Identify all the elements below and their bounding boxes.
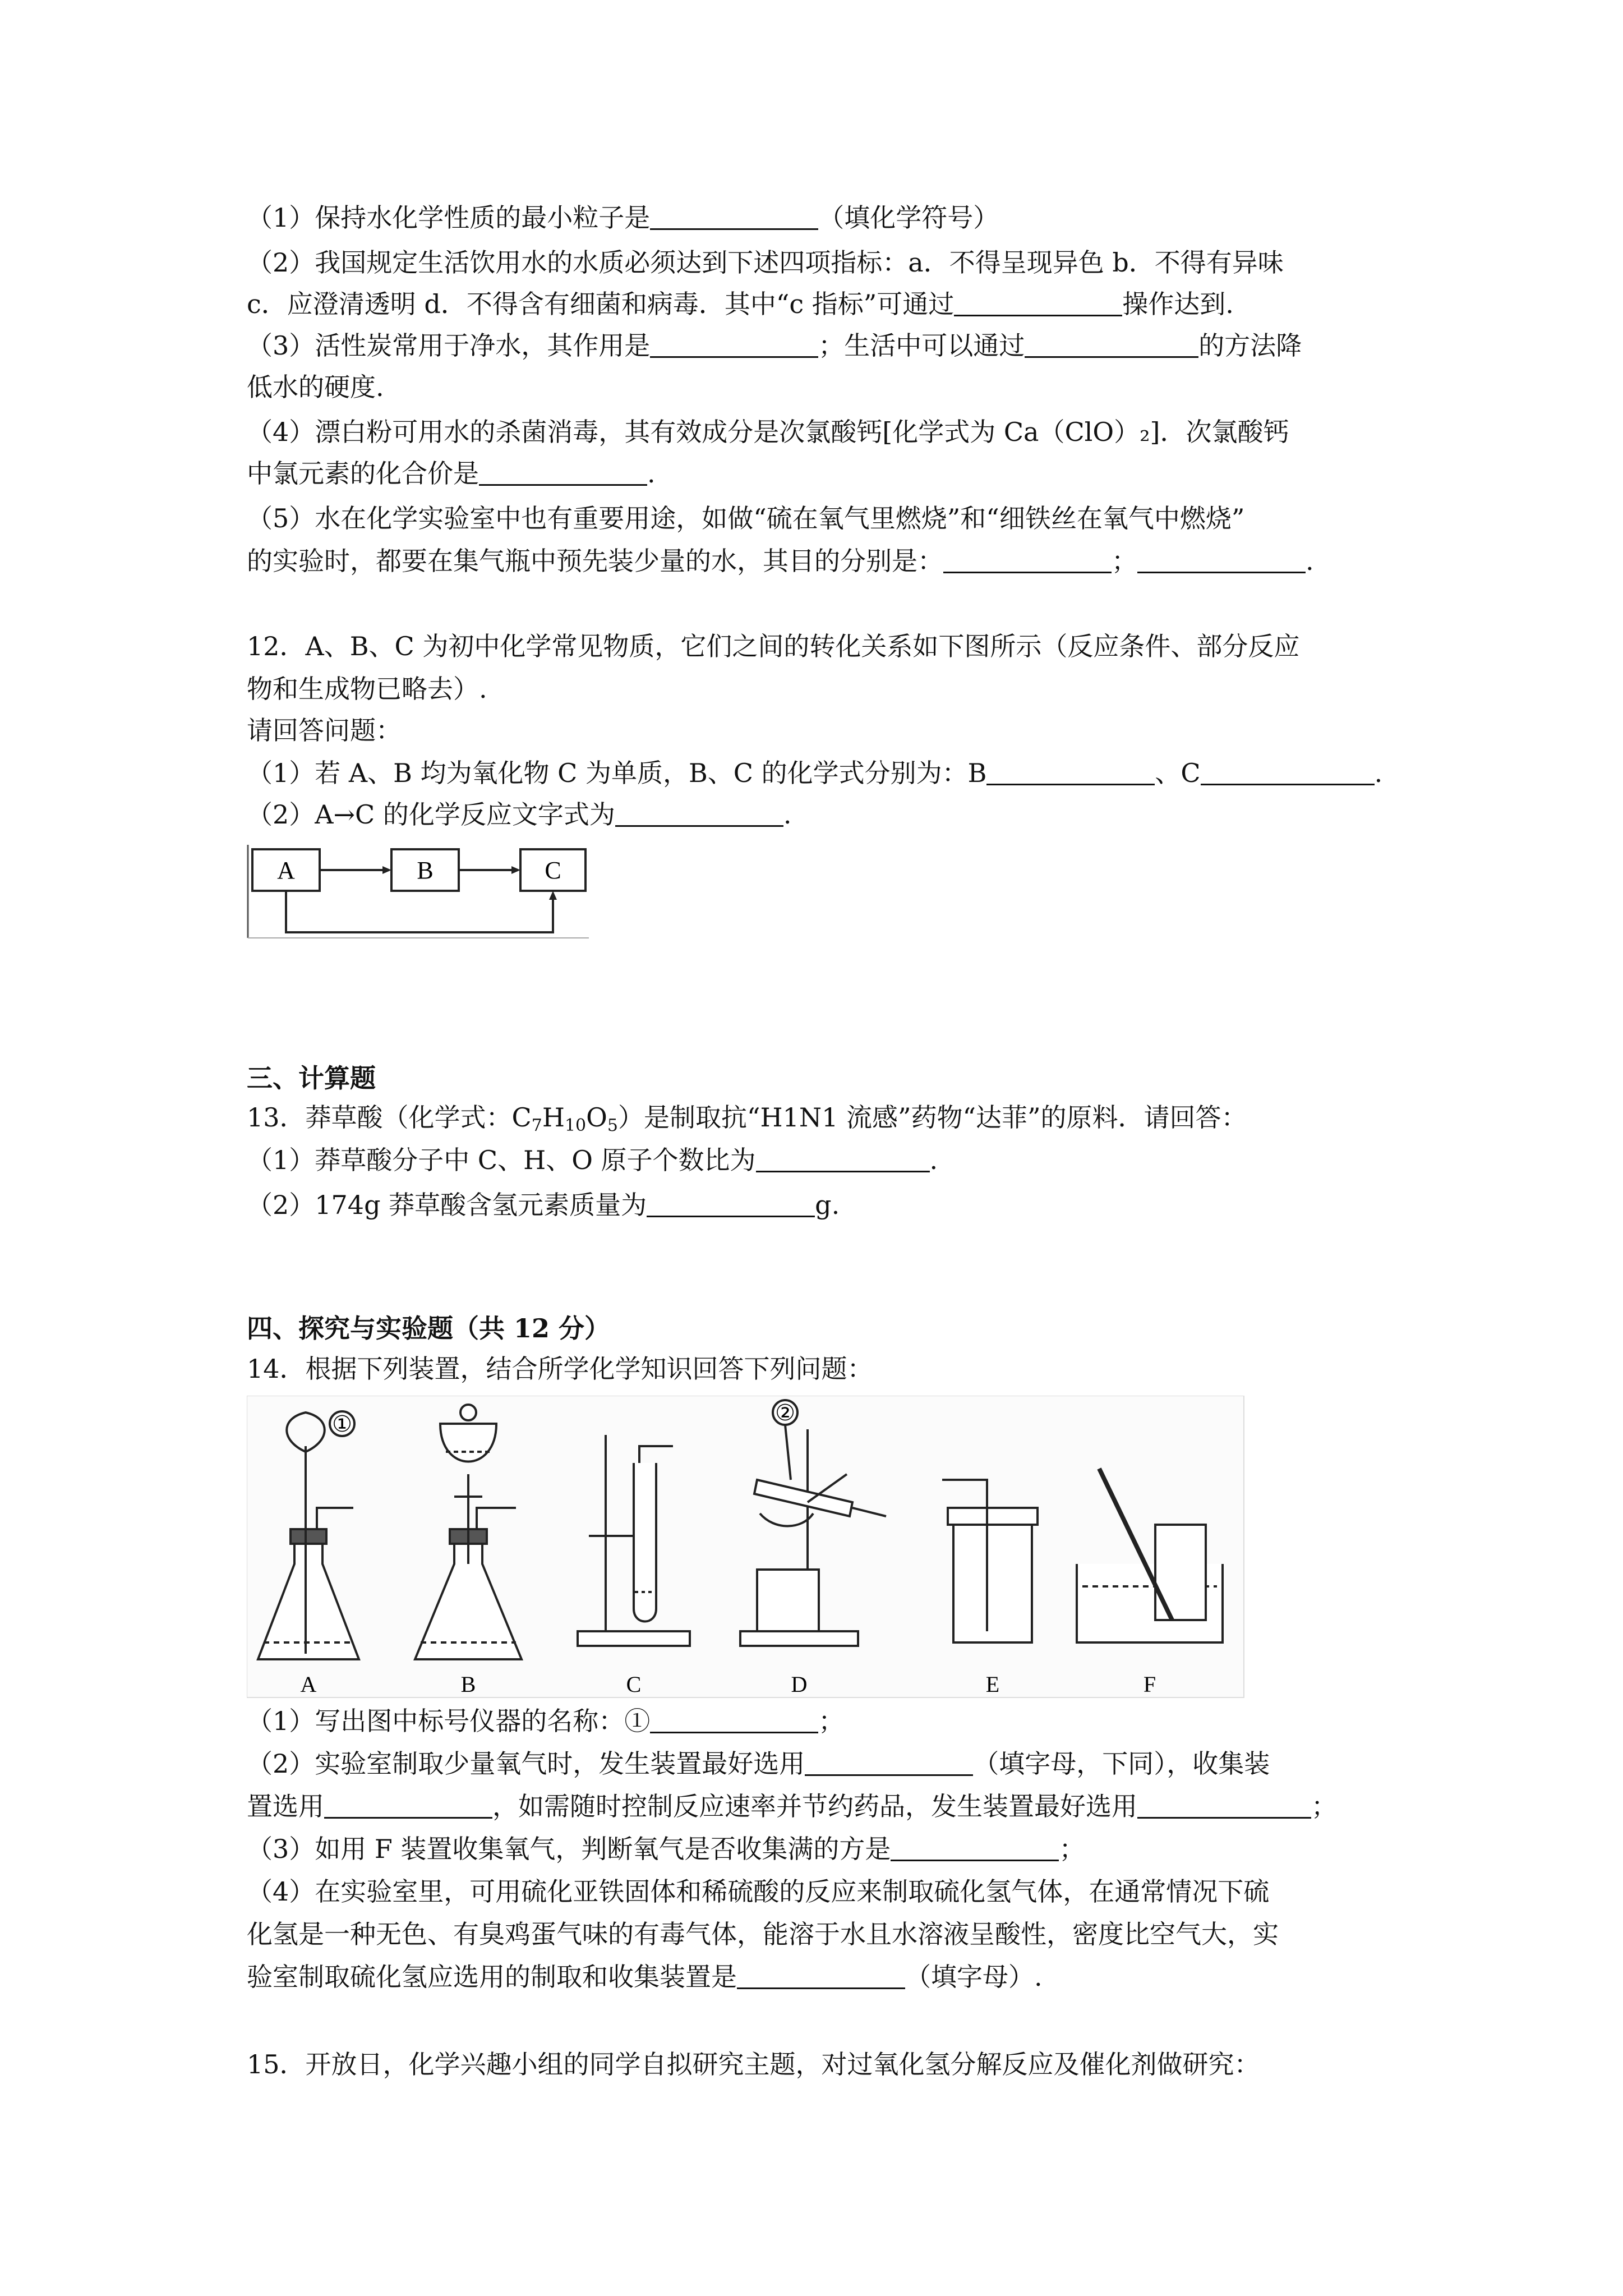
answer-blank[interactable]	[650, 203, 818, 230]
q14-part2-line1	[247, 1746, 1402, 1782]
q14-p1-end: ；	[818, 1706, 845, 1736]
q14-p2-end2: ；	[1311, 1791, 1337, 1821]
answer-blank[interactable]	[650, 330, 818, 358]
answer-blank[interactable]	[650, 1706, 818, 1733]
arrow-a-b-head	[382, 866, 391, 874]
q13-text: 13．莽草酸（化学式：C	[247, 1102, 532, 1133]
q13-p2-text: （2）174g 莽草酸含氢元素质量为	[247, 1190, 647, 1220]
q14-part2-line2	[247, 1788, 1402, 1824]
q14-p3-end: ；	[1059, 1834, 1085, 1864]
q11-p3-text2: 低水的硬度.	[247, 372, 384, 402]
answer-blank[interactable]	[756, 1145, 930, 1172]
q12-stem: 12．A、B、C 为初中化学常见物质，它们之间的转化关系如下图所示（反应条件、部分反应	[247, 631, 1300, 661]
q11-p3-text: （3）活性炭常用于净水，其作用是	[247, 330, 651, 361]
apparatus-figure	[247, 1396, 1245, 1699]
box-b-label: B	[417, 857, 434, 884]
answer-blank[interactable]	[891, 1834, 1059, 1861]
q14-part4-line3	[247, 1959, 1402, 1995]
q11-p2-end: 操作达到.	[1122, 289, 1234, 319]
subscript: 5	[607, 1116, 618, 1135]
answer-blank[interactable]	[805, 1749, 973, 1776]
q11-p5-mid: ；	[1112, 546, 1137, 576]
q14-p4-end: （填字母）.	[905, 1962, 1043, 1992]
q11-p4-end: .	[647, 458, 656, 489]
q14-p2-text: （2）实验室制取少量氧气时，发生装置最好选用	[247, 1749, 805, 1779]
q13-part2	[247, 1187, 1402, 1223]
subscript: 7	[531, 1116, 542, 1135]
q11-part4-line2	[247, 455, 1402, 491]
subscript: 10	[564, 1116, 587, 1135]
label-a: A	[300, 1672, 317, 1697]
q11-part2-line2	[247, 286, 1402, 322]
arrow-a-c-head	[549, 891, 557, 900]
q11-p1-note: （填化学符号）	[818, 203, 999, 233]
answer-blank[interactable]	[943, 546, 1112, 573]
q13-text: ）是制取抗“H1N1 流感”药物“达菲”的原料．请回答：	[617, 1102, 1247, 1133]
q14-p2-text2: 置选用	[247, 1791, 324, 1821]
label-e: E	[985, 1672, 1000, 1697]
q12-p1-text: （1）若 A、B 均为氧化物 C 为单质，B、C 的化学式分别为：B	[247, 758, 987, 788]
answer-blank[interactable]	[1137, 546, 1306, 573]
q11-p2-text: （2）我国规定生活饮用水的水质必须达到下述四项指标：a．不得呈现异色 b．不得有异味	[247, 247, 1284, 278]
q11-part4-line1	[247, 414, 1402, 450]
label-b: B	[460, 1672, 476, 1697]
q14-p2-mid: ，如需随时控制反应速率并节约药品，发生装置最好选用	[492, 1791, 1137, 1821]
q12-line1	[247, 628, 1402, 664]
q13-text: O	[586, 1102, 607, 1133]
section4-title	[247, 1310, 1402, 1346]
q11-p3-mid: ；生活中可以通过	[818, 330, 1025, 361]
q14-p4-text3: 验室制取硫化氢应选用的制取和收集装置是	[247, 1962, 737, 1992]
answer-blank[interactable]	[615, 799, 783, 827]
answer-blank[interactable]	[324, 1791, 492, 1819]
q11-part3-line2	[247, 369, 1402, 405]
q12-p1-mid: 、C	[1155, 758, 1201, 788]
q12-part2	[247, 797, 1402, 832]
q14-part1	[247, 1703, 1402, 1739]
q12-line2	[247, 671, 1402, 707]
answer-blank[interactable]	[737, 1962, 905, 1989]
q13-p1-text: （1）莽草酸分子中 C、H、O 原子个数比为	[247, 1145, 756, 1175]
q11-p5-text2: 的实验时，都要在集气瓶中预先装少量的水，其目的分别是：	[247, 546, 943, 576]
q14-p4-text2: 化氢是一种无色、有臭鸡蛋气味的有毒气体，能溶于水且水溶液呈酸性，密度比空气大，实	[247, 1919, 1279, 1949]
answer-blank[interactable]	[1025, 330, 1198, 358]
answer-blank[interactable]	[986, 758, 1155, 785]
q11-p5-end: .	[1306, 546, 1314, 576]
label-circle-1: ①	[332, 1411, 352, 1437]
label-f: F	[1143, 1672, 1156, 1697]
q14-text: 14．根据下列装置，结合所学化学知识回答下列问题：	[247, 1354, 873, 1384]
q12-p2-end: .	[783, 799, 792, 830]
answer-blank[interactable]	[647, 1190, 815, 1217]
q11-part3-line1	[247, 328, 1402, 364]
q12-stem2: 物和生成物已略去）.	[247, 674, 487, 704]
q12-p1-end: .	[1374, 758, 1383, 788]
q12-line3	[247, 712, 1402, 748]
q11-p5-text: （5）水在化学实验室中也有重要用途，如做“硫在氧气里燃烧”和“细铁丝在氧气中燃烧”	[247, 503, 1245, 533]
q13-text: H	[542, 1102, 565, 1133]
q14-stem	[247, 1351, 1402, 1387]
arrow-a-c	[286, 891, 553, 932]
q11-part5-line2	[247, 543, 1402, 579]
q11-part5-line1	[247, 500, 1402, 536]
figure-frame	[247, 1396, 1244, 1697]
arrow-b-c-head	[511, 866, 520, 874]
conversion-diagram	[247, 841, 589, 942]
q14-p3-text: （3）如用 F 装置收集氧气，判断氧气是否收集满的方是	[247, 1834, 891, 1864]
q14-p4-text: （4）在实验室里，可用硫化亚铁固体和稀硫酸的反应来制取硫化氢气体，在通常情况下硫	[247, 1876, 1270, 1907]
answer-blank[interactable]	[954, 289, 1122, 316]
q14-part4-line1	[247, 1874, 1402, 1910]
q12-part1	[247, 755, 1402, 791]
q11-p3-end: 的方法降	[1198, 330, 1302, 361]
q12-p2-text: （2）A→C 的化学反应文字式为	[247, 799, 615, 830]
label-d: D	[791, 1672, 808, 1697]
section3-title-text: 三、计算题	[247, 1063, 376, 1093]
section3-title	[247, 1060, 1402, 1096]
q11-part1	[247, 200, 1402, 236]
q11-p4-text2: 中氯元素的化合价是	[247, 458, 479, 489]
q12-prompt: 请回答问题：	[247, 715, 402, 746]
q13-part1	[247, 1142, 1402, 1178]
q14-p1-text: （1）写出图中标号仪器的名称：①	[247, 1706, 651, 1736]
q11-p2-text2: c．应澄清透明 d．不得含有细菌和病毒．其中“c 指标”可通过	[247, 289, 955, 319]
box-c-label: C	[545, 857, 561, 884]
q11-p4-text: （4）漂白粉可用水的杀菌消毒，其有效成分是次氯酸钙[化学式为 Ca（ClO）₂]．次氯酸钙	[247, 417, 1289, 447]
q13-p2-end: g.	[815, 1190, 840, 1220]
q15-text: 15．开放日，化学兴趣小组的同学自拟研究主题，对过氧化氢分解反应及催化剂做研究：	[247, 2049, 1260, 2079]
label-circle-2: ②	[775, 1400, 795, 1425]
answer-blank[interactable]	[1137, 1791, 1311, 1819]
q13-p1-end: .	[929, 1145, 938, 1175]
q11-p1-text: （1）保持水化学性质的最小粒子是	[247, 203, 651, 233]
q14-p2-end: （填字母，下同），收集装	[973, 1749, 1270, 1779]
section4-title-text: 四、探究与实验题（共 12 分）	[247, 1313, 611, 1343]
q14-part3	[247, 1831, 1402, 1867]
answer-blank[interactable]	[479, 458, 647, 486]
q14-part4-line2	[247, 1916, 1402, 1952]
q15-stem	[247, 2046, 1402, 2082]
label-c: C	[626, 1672, 642, 1697]
answer-blank[interactable]	[1201, 758, 1375, 785]
q11-part2-line1	[247, 245, 1402, 280]
q13-stem	[247, 1099, 1402, 1144]
box-a-label: A	[277, 857, 295, 884]
